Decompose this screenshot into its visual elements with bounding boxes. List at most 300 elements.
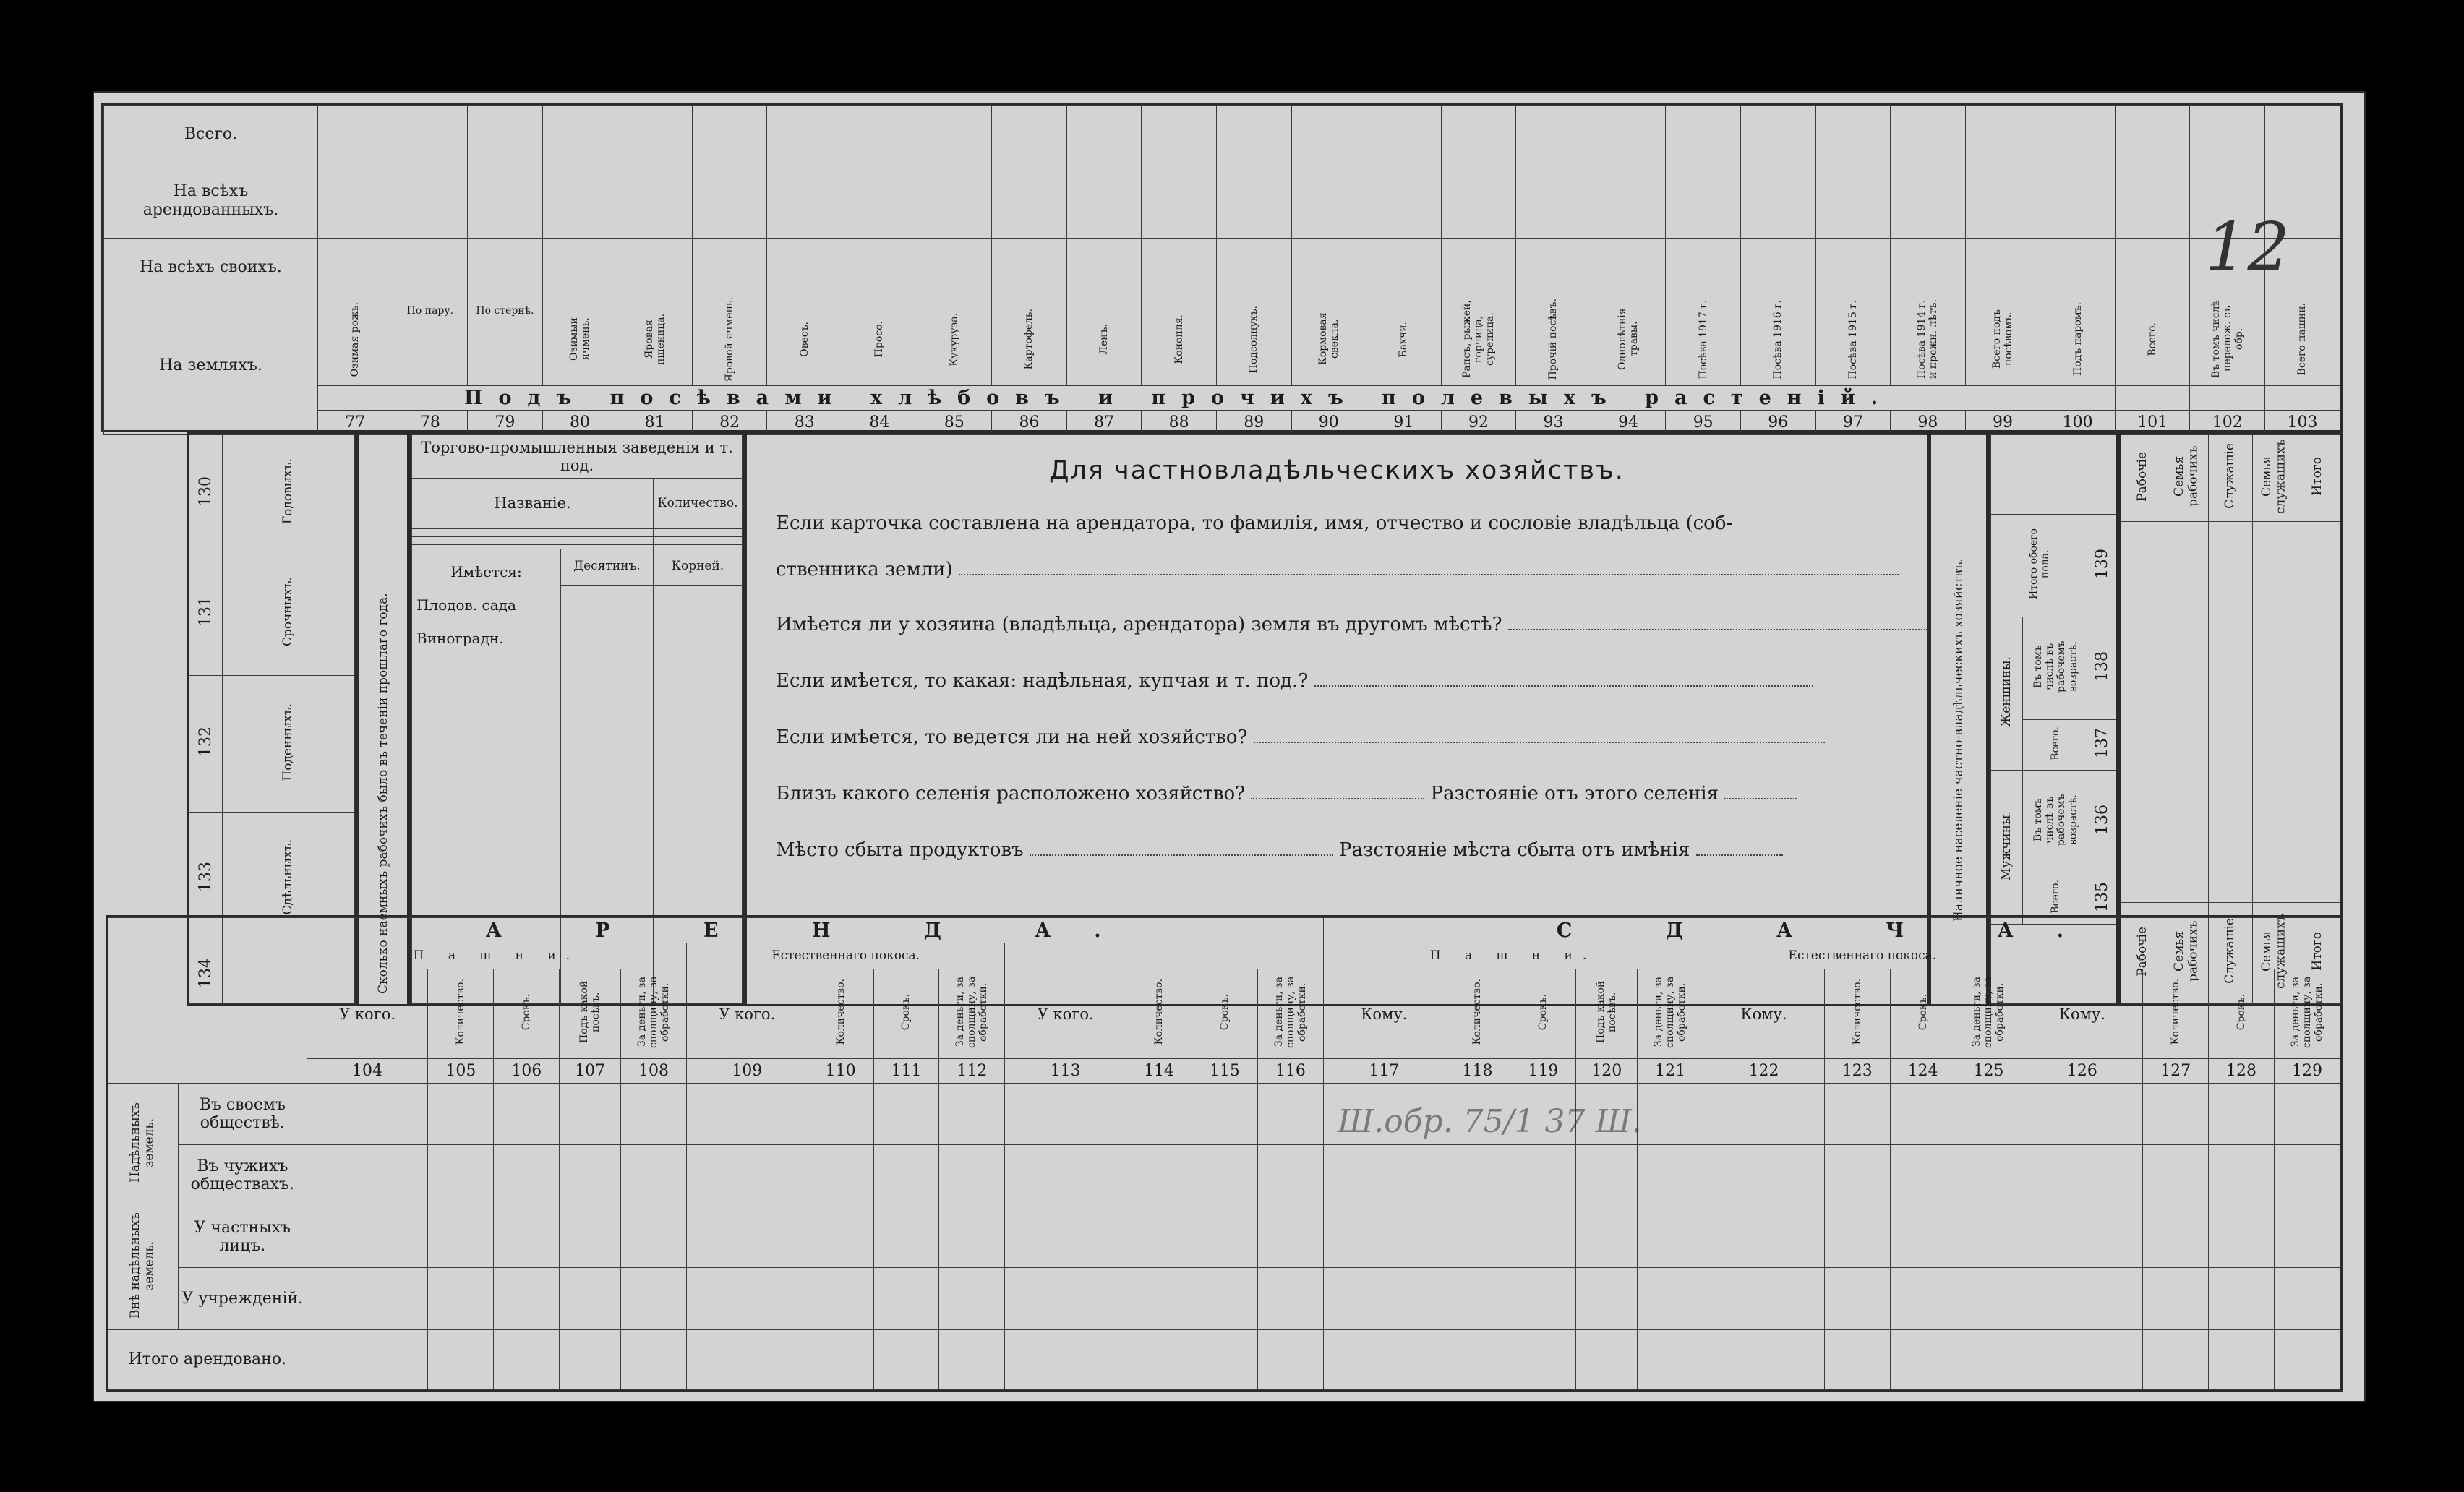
lease-cell xyxy=(1445,1144,1510,1206)
lease-header-text: За деньги, за сполщину, за обработки. xyxy=(1272,976,1308,1048)
sowing-cell xyxy=(617,239,693,296)
lease-cell xyxy=(428,1268,494,1329)
column-number: 118 xyxy=(1445,1059,1510,1083)
private-q3: Если имѣется, то какая: надѣльная, купчая и т. под.? xyxy=(776,670,1309,692)
lease-cell xyxy=(1323,1144,1445,1206)
lease-cell xyxy=(1576,1144,1638,1206)
pop-number-cell xyxy=(2089,617,2116,719)
column-number: 122 xyxy=(1703,1059,1825,1083)
sowing-cell xyxy=(842,239,917,296)
sowing-cell xyxy=(1516,239,1591,296)
pop-right-label: Итого xyxy=(2310,932,2325,971)
lease-cell xyxy=(560,1268,621,1329)
sowing-cell xyxy=(1891,239,1966,296)
pop-right-cell xyxy=(2296,522,2340,903)
lease-cell xyxy=(939,1329,1005,1389)
column-number: 91 xyxy=(1366,411,1442,435)
lease-cell xyxy=(873,1144,939,1206)
sowing-cell xyxy=(2115,106,2190,163)
pop-right-header xyxy=(2121,435,2165,522)
sowing-cell xyxy=(1666,163,1741,239)
worker-label-cell xyxy=(223,675,355,813)
private-q5a: Близъ какого селенiя расположено хозяйство? xyxy=(776,783,1246,805)
lease-cell xyxy=(428,1083,494,1144)
sowing-row-label: На земляхъ. xyxy=(104,296,318,435)
sowing-cell xyxy=(767,163,842,239)
lease-cell xyxy=(1703,1144,1825,1206)
private-q1a: Если карточка составлена на арендатора, то фамилiя, имя, отчество и сословiе владѣльца (соб- xyxy=(776,513,1733,534)
lease-header-text: Кому. xyxy=(1740,1005,1787,1023)
sowing-cell xyxy=(1216,163,1291,239)
sowing-cell xyxy=(1366,239,1442,296)
sowing-header xyxy=(1891,296,1966,386)
lease-cell xyxy=(621,1206,687,1268)
lease-cell xyxy=(2022,1329,2143,1389)
lease-cell xyxy=(1005,1144,1126,1206)
lease-cell xyxy=(686,1268,808,1329)
lease-cell xyxy=(873,1268,939,1329)
lease-header xyxy=(560,969,621,1059)
pop-row-text-cell xyxy=(1991,515,2089,617)
sowing-cell xyxy=(1142,239,1217,296)
pop-right-label: Семья рабочихъ xyxy=(2171,445,2201,507)
lease-cell xyxy=(2022,1206,2143,1268)
pop-right-label: Рабочiе xyxy=(2135,926,2150,977)
worker-number: 133 xyxy=(196,862,215,893)
lease-header xyxy=(494,969,560,1059)
lease-header-text: Срокъ. xyxy=(900,993,912,1031)
sowing-header-text: Всего. xyxy=(2147,322,2159,356)
lease-header xyxy=(428,969,494,1059)
lease-cell xyxy=(560,1083,621,1144)
sowing-cell xyxy=(992,163,1067,239)
lease-cell xyxy=(808,1144,873,1206)
sowing-header xyxy=(1591,296,1666,386)
sdacha-blank xyxy=(2022,943,2340,969)
pop-right-header xyxy=(2209,435,2253,522)
lease-cell xyxy=(1638,1083,1703,1144)
sowing-cell xyxy=(1740,106,1815,163)
sowing-header xyxy=(1666,296,1741,386)
lease-header xyxy=(2209,969,2275,1059)
lease-cell xyxy=(1126,1268,1192,1329)
lease-header xyxy=(1323,969,1445,1059)
lease-cell xyxy=(686,1083,808,1144)
sowing-header xyxy=(1142,296,1217,386)
private-q2-line xyxy=(776,614,1905,635)
sowing-cell xyxy=(1591,163,1666,239)
pop-row-text-cell xyxy=(2023,771,2089,873)
lease-cell xyxy=(1576,1329,1638,1389)
column-number: 117 xyxy=(1323,1059,1445,1083)
lease-header-text: Количество. xyxy=(1152,979,1165,1045)
sowing-header-text: Ленъ. xyxy=(1098,324,1111,355)
sowing-header-text: Озимый ячмень. xyxy=(568,317,592,361)
lease-cell xyxy=(1323,1329,1445,1389)
worker-number: 130 xyxy=(196,476,215,507)
dotted-line xyxy=(1696,852,1783,856)
sowing-header-text: Конопля. xyxy=(1173,314,1185,364)
group-vne xyxy=(108,1206,179,1330)
sowing-header-text: Бахчи. xyxy=(1398,321,1410,358)
sowing-cell xyxy=(2265,386,2340,411)
lease-cell xyxy=(307,1329,428,1389)
sowing-cell xyxy=(1291,106,1366,163)
sowing-cell xyxy=(1891,163,1966,239)
lease-cell xyxy=(808,1268,873,1329)
sowing-table xyxy=(101,103,2343,432)
lease-cell xyxy=(1510,1268,1576,1329)
lease-cell xyxy=(2275,1144,2340,1206)
lease-header xyxy=(1638,969,1703,1059)
lease-header-text: За деньги, за сполщину, за обработки. xyxy=(2289,976,2325,1048)
arenda-header: А Р Е Н Д А. xyxy=(307,918,1323,943)
lease-header-text: У кого. xyxy=(339,1005,396,1023)
lease-row-label: Въ своемъ обществѣ. xyxy=(178,1083,307,1144)
lease-header xyxy=(1126,969,1192,1059)
lease-cell xyxy=(1005,1083,1126,1144)
lease-header xyxy=(1824,969,1890,1059)
worker-number-cell xyxy=(189,552,223,675)
lease-row-label: Въ чужихъ обществахъ. xyxy=(178,1144,307,1206)
lease-row-label: У частныхъ лицъ. xyxy=(178,1206,307,1268)
pop-right-label: Итого xyxy=(2310,457,2325,496)
sowing-cell xyxy=(2040,386,2116,411)
sowing-header-text: Подъ паромъ. xyxy=(2071,302,2084,377)
sowing-header xyxy=(992,296,1067,386)
sowing-cell xyxy=(2115,163,2190,239)
pop-row-text: Всего. xyxy=(2050,880,2062,914)
worker-number-cell xyxy=(189,435,223,552)
pop-number-cell xyxy=(2089,771,2116,873)
lease-cell xyxy=(1510,1144,1576,1206)
sowing-cell xyxy=(542,239,617,296)
lease-cell xyxy=(2143,1206,2209,1268)
lease-cell xyxy=(2275,1206,2340,1268)
sowing-cell xyxy=(1066,163,1142,239)
lease-cell xyxy=(2022,1144,2143,1206)
lease-cell xyxy=(1510,1329,1576,1389)
vineyard-label: Виноградн. xyxy=(416,629,504,647)
column-number: 115 xyxy=(1192,1059,1257,1083)
lease-corner xyxy=(108,918,307,1084)
lease-cell xyxy=(1703,1206,1825,1268)
lease-cell xyxy=(621,1268,687,1329)
lease-cell xyxy=(307,1144,428,1206)
worker-label-cell xyxy=(223,552,355,675)
lease-header-text: Количество. xyxy=(2170,979,2182,1045)
lease-cell xyxy=(2143,1083,2209,1144)
sowing-cell xyxy=(842,163,917,239)
lease-cell xyxy=(428,1206,494,1268)
sowing-cell xyxy=(1291,163,1366,239)
sowing-cell xyxy=(2040,106,2116,163)
pop-number: 135 xyxy=(2093,881,2112,912)
lease-cell xyxy=(1257,1268,1323,1329)
lease-cell xyxy=(686,1144,808,1206)
sowing-header xyxy=(692,296,767,386)
lease-header-text: У кого. xyxy=(1037,1005,1094,1023)
lease-header xyxy=(1510,969,1576,1059)
lease-cell xyxy=(2022,1268,2143,1329)
lease-header xyxy=(1890,969,1956,1059)
lease-cell xyxy=(1890,1329,1956,1389)
private-q4-line xyxy=(776,726,1905,748)
sowing-header-text: Посѣва 1917 г. xyxy=(1697,299,1709,380)
sowing-header xyxy=(1366,296,1442,386)
sowing-header xyxy=(767,296,842,386)
sowing-cell xyxy=(1965,106,2040,163)
sowing-header xyxy=(1965,296,2040,386)
sowing-cell xyxy=(917,239,992,296)
lease-header-text: Количество. xyxy=(1471,979,1484,1045)
trade-col-qty: Количество. xyxy=(654,479,743,529)
pop-row-text: Въ томъ числѣ въ рабочемъ возрастѣ. xyxy=(2032,640,2079,693)
column-number: 111 xyxy=(873,1059,939,1083)
lease-cell xyxy=(939,1083,1005,1144)
pop-row-text: Всего. xyxy=(2050,726,2062,760)
lease-cell xyxy=(1824,1329,1890,1389)
sowing-cell xyxy=(1666,239,1741,296)
arenda-pokos: Естественнаго покоса. xyxy=(686,943,1004,969)
sowing-cell xyxy=(1815,106,1891,163)
lease-row-label: У учрежденiй. xyxy=(178,1268,307,1329)
lease-cell xyxy=(2209,1268,2275,1329)
sowing-header-text: Посѣва 1916 г. xyxy=(1772,299,1784,380)
pop-right-label: Семья служащихъ xyxy=(2259,914,2288,989)
column-number: 97 xyxy=(1815,411,1891,435)
lease-header-text: Срокъ. xyxy=(2236,993,2247,1031)
sowing-cell xyxy=(917,163,992,239)
lease-cell xyxy=(1192,1144,1257,1206)
sowing-cell xyxy=(318,239,393,296)
column-number: 88 xyxy=(1142,411,1217,435)
men-cell xyxy=(1991,771,2023,925)
women-label: Женщины. xyxy=(1998,656,2014,728)
lease-cell xyxy=(1824,1206,1890,1268)
sowing-cell xyxy=(318,106,393,163)
lease-header xyxy=(1956,969,2022,1059)
sowing-banner: Подъ посѣвами хлѣбовъ и прочихъ полевыхъ растенiй. xyxy=(318,386,2040,411)
lease-cell xyxy=(428,1329,494,1389)
lease-cell xyxy=(2209,1206,2275,1268)
sowing-header-text: Просо. xyxy=(873,321,886,358)
sowing-header xyxy=(468,296,543,386)
population-caption-text: Наличное населенiе частно-владѣльческихъ хозяйствъ. xyxy=(1951,558,1966,922)
lease-header xyxy=(808,969,873,1059)
sowing-cell xyxy=(1815,239,1891,296)
lease-header-text: Срокъ. xyxy=(521,993,533,1031)
lease-header-text: Кому. xyxy=(2058,1005,2105,1023)
lease-cell xyxy=(428,1144,494,1206)
lease-cell xyxy=(2275,1268,2340,1329)
sowing-header-text: Однолѣтнiя травы. xyxy=(1617,308,1640,371)
sowing-header xyxy=(1216,296,1291,386)
column-number: 103 xyxy=(2265,411,2340,435)
men-label: Мужчины. xyxy=(1998,810,2014,880)
sowing-header-text: Кукуруза. xyxy=(948,312,960,366)
sowing-header xyxy=(2115,296,2190,386)
worker-label: Срочныхъ. xyxy=(281,577,296,647)
sowing-header xyxy=(318,296,393,386)
lease-cell xyxy=(939,1206,1005,1268)
sowing-row-label: На всѣхъ своихъ. xyxy=(104,239,318,296)
sowing-cell xyxy=(542,106,617,163)
lease-cell xyxy=(808,1329,873,1389)
lease-cell xyxy=(621,1144,687,1206)
sowing-cell xyxy=(617,163,693,239)
lease-cell xyxy=(2209,1329,2275,1389)
sowing-row-label: На всѣхъ арендованныхъ. xyxy=(104,163,318,239)
hired-workers-caption-text: Сколько наемныхъ рабочихъ было въ теченiи прошлаго года. xyxy=(376,593,390,994)
column-number: 92 xyxy=(1441,411,1516,435)
sowing-cell xyxy=(393,106,468,163)
worker-number: 134 xyxy=(196,957,215,988)
lease-cell xyxy=(1323,1268,1445,1329)
lease-header xyxy=(1445,969,1510,1059)
sowing-cell xyxy=(1740,163,1815,239)
lease-cell xyxy=(494,1083,560,1144)
lease-cell xyxy=(2209,1144,2275,1206)
column-number: 77 xyxy=(318,411,393,435)
column-number: 96 xyxy=(1740,411,1815,435)
orchard-label: Плодов. сада xyxy=(416,596,516,614)
sowing-header-text: Яровой ячмень. xyxy=(724,296,736,382)
pop-row-text-cell xyxy=(2023,719,2089,771)
pop-number: 139 xyxy=(2093,548,2112,579)
sowing-header xyxy=(2190,296,2265,386)
sowing-header xyxy=(1441,296,1516,386)
lease-cell xyxy=(1890,1268,1956,1329)
sowing-cell xyxy=(2040,239,2116,296)
pop-number-cell xyxy=(2089,719,2116,771)
column-number: 110 xyxy=(808,1059,873,1083)
sowing-header xyxy=(917,296,992,386)
sowing-cell xyxy=(1366,106,1442,163)
lease-cell xyxy=(2022,1083,2143,1144)
sowing-cell xyxy=(2115,386,2190,411)
lease-cell xyxy=(1257,1083,1323,1144)
lease-cell xyxy=(1005,1268,1126,1329)
lease-cell xyxy=(1956,1083,2022,1144)
lease-cell xyxy=(1323,1206,1445,1268)
sowing-cell xyxy=(1891,106,1966,163)
pop-row-text: Въ томъ числѣ въ рабочемъ возрастѣ. xyxy=(2032,794,2079,846)
lease-header-text: За деньги, за сполщину, за обработки. xyxy=(1653,976,1688,1048)
sowing-cell xyxy=(992,239,1067,296)
column-number: 94 xyxy=(1591,411,1666,435)
column-number: 102 xyxy=(2190,411,2265,435)
women-cell xyxy=(1991,617,2023,771)
sowing-cell xyxy=(1291,239,1366,296)
group-nadel-label: Надѣльныхъ земель. xyxy=(128,1102,157,1183)
sowing-header xyxy=(2040,296,2116,386)
column-number: 119 xyxy=(1510,1059,1576,1083)
column-number: 121 xyxy=(1638,1059,1703,1083)
sdacha-pokos: Естественнаго покоса. xyxy=(1703,943,2022,969)
pop-row-text-cell xyxy=(2023,617,2089,719)
sowing-header-text: Картофель. xyxy=(1023,309,1035,370)
column-number: 100 xyxy=(2040,411,2116,435)
lease-header-text: У кого. xyxy=(719,1005,776,1023)
pop-number: 136 xyxy=(2093,805,2112,836)
sowing-cell xyxy=(1216,239,1291,296)
sowing-cell xyxy=(1441,239,1516,296)
worker-number-cell xyxy=(189,675,223,813)
column-number: 114 xyxy=(1126,1059,1192,1083)
column-number: 104 xyxy=(307,1059,428,1083)
lease-cell xyxy=(1956,1268,2022,1329)
sowing-cell xyxy=(1066,239,1142,296)
lease-cell xyxy=(494,1206,560,1268)
column-number: 123 xyxy=(1824,1059,1890,1083)
lease-header-text: За деньги, за сполщину, за обработки. xyxy=(636,976,672,1048)
lease-header-text: Срокъ. xyxy=(1218,993,1231,1031)
lease-cell xyxy=(808,1206,873,1268)
lease-cell xyxy=(808,1083,873,1144)
sowing-cell xyxy=(1965,239,2040,296)
lease-cell xyxy=(1890,1144,1956,1206)
lease-cell xyxy=(1824,1083,1890,1144)
column-number: 113 xyxy=(1005,1059,1126,1083)
lease-header-text: Количество. xyxy=(455,979,467,1045)
lease-cell xyxy=(621,1329,687,1389)
pop-right-label: Служащiе xyxy=(2223,443,2238,510)
sowing-header-text: Всего пашни. xyxy=(2296,303,2309,376)
lease-cell xyxy=(1257,1329,1323,1389)
lease-header xyxy=(1257,969,1323,1059)
lease-cell xyxy=(1890,1206,1956,1268)
sowing-cell xyxy=(842,106,917,163)
column-number: 101 xyxy=(2115,411,2190,435)
lease-cell xyxy=(1824,1268,1890,1329)
pop-number-cell xyxy=(2089,515,2116,617)
lease-header xyxy=(2275,969,2340,1059)
cell xyxy=(561,585,654,794)
worker-label: Годовыхъ. xyxy=(281,458,296,525)
arenda-pashni: П а ш н и. xyxy=(307,943,686,969)
sowing-header xyxy=(1740,296,1815,386)
sowing-header xyxy=(842,296,917,386)
pop-number: 137 xyxy=(2093,728,2112,759)
column-number: 124 xyxy=(1890,1059,1956,1083)
sowing-cell xyxy=(1815,163,1891,239)
column-number: 95 xyxy=(1666,411,1741,435)
lease-cell xyxy=(873,1206,939,1268)
trade-title: Торгово-промышленныя заведенiя и т. под. xyxy=(412,435,743,479)
sowing-cell xyxy=(767,239,842,296)
census-card xyxy=(93,91,2366,1402)
lease-header xyxy=(939,969,1005,1059)
lease-header xyxy=(2022,969,2143,1059)
lease-header-text: Подъ какой посѣвъ. xyxy=(1595,980,1619,1044)
sowing-row-label: Всего. xyxy=(104,106,318,163)
lease-cell xyxy=(1703,1329,1825,1389)
column-number: 86 xyxy=(992,411,1067,435)
sowing-header-text: Подсолнухъ. xyxy=(1248,305,1260,374)
sowing-cell xyxy=(2265,106,2340,163)
group-nadel xyxy=(108,1083,179,1206)
lease-header-text: За деньги, за сполщину, за обработки. xyxy=(954,976,990,1048)
lease-cell xyxy=(1192,1329,1257,1389)
column-number: 106 xyxy=(494,1059,560,1083)
column-number: 112 xyxy=(939,1059,1005,1083)
lease-cell xyxy=(1703,1083,1825,1144)
worker-label-cell xyxy=(223,435,355,552)
private-q6-line xyxy=(776,839,1905,861)
dotted-line xyxy=(1724,795,1797,799)
lease-cell xyxy=(1638,1144,1703,1206)
